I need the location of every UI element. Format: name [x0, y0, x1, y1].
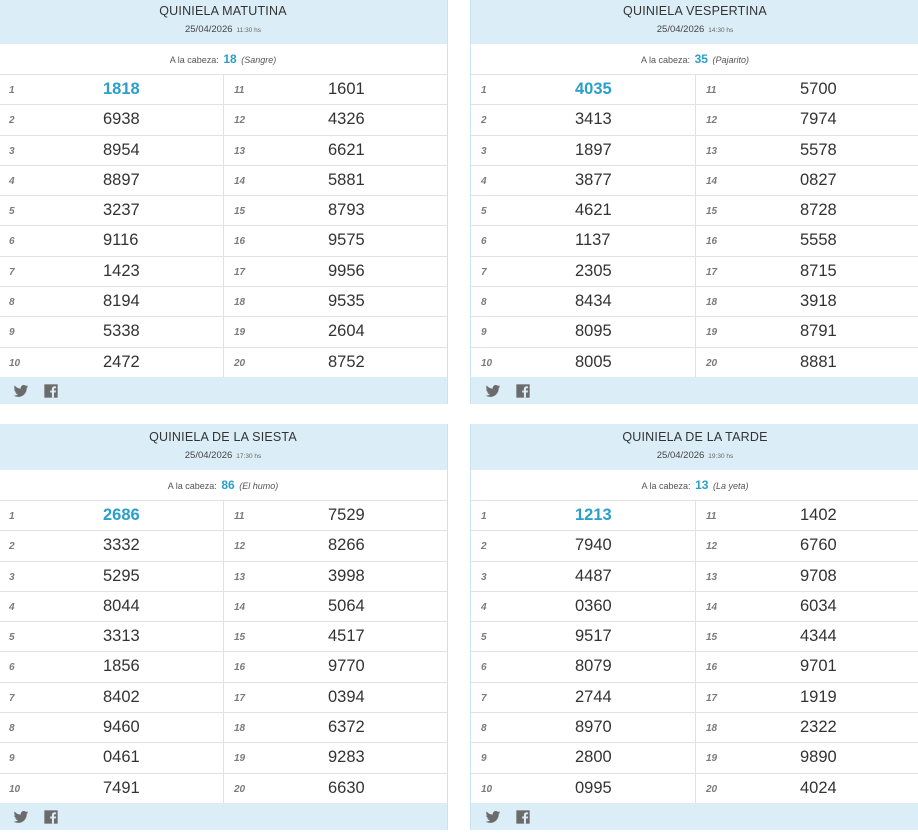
- result-number: 8402: [103, 687, 140, 706]
- result-number: 5064: [328, 596, 365, 615]
- draw-header: [0, 424, 447, 470]
- cabeza-number: 13: [695, 478, 709, 492]
- result-cell: [223, 226, 447, 256]
- result-number: 1402: [800, 506, 837, 524]
- result-position: 9: [481, 753, 487, 765]
- result-position: 20: [234, 357, 246, 369]
- result-cell: [223, 743, 447, 773]
- result-cell: [0, 257, 223, 287]
- result-position: 9: [9, 327, 15, 339]
- result-position: 1: [481, 85, 487, 96]
- result-number: 4024: [800, 778, 837, 797]
- result-number: 2604: [328, 322, 365, 341]
- result-position: 8: [481, 723, 487, 735]
- result-cell: [471, 683, 695, 713]
- result-position: 11: [234, 85, 245, 96]
- result-cell: [223, 287, 447, 317]
- result-position: 7: [481, 266, 487, 278]
- result-number: 3918: [800, 292, 837, 311]
- result-number: 1423: [103, 261, 140, 280]
- result-position: 10: [481, 357, 493, 369]
- cabeza-row: [0, 470, 447, 501]
- result-cell: [0, 592, 223, 622]
- draw-datetime: [471, 450, 918, 461]
- result-number: 9116: [103, 231, 139, 250]
- result-cell: [223, 622, 447, 652]
- result-number: 7940: [575, 536, 612, 555]
- result-cell: [695, 136, 918, 166]
- draw-title: QUINIELA VESPERTINA: [623, 4, 767, 18]
- result-cell: [223, 774, 447, 804]
- cabeza-number: 86: [221, 478, 235, 492]
- result-number: 9460: [103, 718, 140, 737]
- result-position: 12: [234, 115, 246, 127]
- draw-datetime: [0, 450, 447, 461]
- result-position: 15: [234, 206, 246, 218]
- result-position: 13: [234, 145, 246, 157]
- result-number: 4517: [328, 627, 365, 646]
- share-footer: [471, 803, 918, 830]
- result-cell: [0, 136, 223, 166]
- result-position: 16: [706, 662, 718, 674]
- draw-header: [0, 0, 447, 44]
- share-footer: [471, 377, 918, 404]
- result-cell: [0, 622, 223, 652]
- result-number: 7974: [800, 110, 837, 129]
- draw-datetime: [0, 24, 447, 35]
- result-position: 15: [234, 632, 246, 644]
- result-number: 2800: [575, 748, 612, 767]
- result-cell: [223, 652, 447, 682]
- result-position: 3: [481, 145, 487, 157]
- result-number: 9283: [328, 748, 365, 767]
- result-number: 9517: [575, 627, 612, 646]
- result-number: 2744: [575, 687, 612, 706]
- result-cell: [223, 136, 447, 166]
- draw-date: 25/04/2026: [184, 450, 233, 461]
- result-cell: [0, 713, 223, 743]
- result-cell: [223, 196, 447, 226]
- result-cell: [695, 257, 918, 287]
- result-number: 8791: [800, 322, 837, 341]
- facebook-icon[interactable]: [43, 809, 59, 825]
- result-number: 6034: [800, 596, 837, 615]
- result-position: 10: [481, 783, 493, 795]
- result-cell: [471, 774, 695, 804]
- facebook-icon[interactable]: [515, 383, 531, 399]
- result-cell: [471, 226, 695, 256]
- result-cell: [471, 75, 695, 105]
- result-number: 4344: [800, 627, 837, 646]
- result-position: 16: [234, 662, 246, 674]
- result-position: 1: [9, 511, 15, 522]
- result-cell: [0, 196, 223, 226]
- result-number: 5338: [103, 322, 140, 341]
- result-number: 8897: [103, 170, 140, 189]
- twitter-icon[interactable]: [485, 383, 501, 399]
- draw-card: [0, 0, 448, 404]
- result-number: 2322: [800, 718, 837, 737]
- result-position: 2: [481, 115, 487, 127]
- result-cell: [223, 562, 447, 592]
- result-cell: [223, 105, 447, 135]
- draw-time: 11:30 hs: [236, 27, 261, 34]
- result-number: 9701: [800, 657, 837, 676]
- result-cell: [695, 531, 918, 561]
- result-cell: [695, 562, 918, 592]
- result-number: 3877: [575, 170, 612, 189]
- result-cell: [0, 652, 223, 682]
- result-cell: [0, 348, 223, 378]
- result-number: 5881: [328, 170, 365, 189]
- result-position: 12: [706, 541, 718, 553]
- result-number: 2305: [575, 261, 612, 280]
- result-position: 17: [234, 266, 246, 278]
- twitter-icon[interactable]: [13, 809, 29, 825]
- cabeza-name: (Pajarito): [712, 55, 749, 65]
- result-number: 9770: [328, 657, 365, 676]
- result-cell: [695, 743, 918, 773]
- result-position: 11: [234, 511, 245, 522]
- result-number: 8044: [103, 596, 140, 615]
- cabeza-label: A la cabeza:: [167, 481, 217, 491]
- share-footer: [0, 377, 447, 404]
- result-position: 8: [481, 297, 487, 309]
- result-number: 9890: [800, 748, 837, 767]
- share-footer: [0, 803, 447, 830]
- result-cell: [695, 348, 918, 378]
- result-number: 9708: [800, 566, 837, 585]
- result-cell: [695, 592, 918, 622]
- result-position: 6: [9, 236, 15, 248]
- result-position: 4: [9, 175, 15, 187]
- result-number: 6938: [103, 110, 140, 129]
- result-cell: [471, 501, 695, 531]
- result-number: 0461: [103, 748, 140, 767]
- winning-number: 1213: [575, 506, 612, 524]
- result-cell: [223, 75, 447, 105]
- result-cell: [471, 196, 695, 226]
- result-number: 3413: [575, 110, 612, 129]
- result-number: 0394: [328, 687, 365, 706]
- result-cell: [223, 713, 447, 743]
- winning-number: 2686: [103, 506, 140, 524]
- cabeza-row: [0, 44, 447, 75]
- facebook-icon[interactable]: [43, 383, 59, 399]
- result-position: 19: [234, 327, 246, 339]
- result-number: 8266: [328, 536, 365, 555]
- cabeza-label: A la cabeza:: [169, 55, 219, 65]
- draw-card: [470, 0, 918, 404]
- result-cell: [695, 652, 918, 682]
- result-position: 13: [706, 571, 718, 583]
- result-cell: [471, 136, 695, 166]
- result-position: 13: [706, 145, 718, 157]
- result-position: 8: [9, 723, 15, 735]
- result-cell: [695, 166, 918, 196]
- result-number: 8715: [800, 261, 837, 280]
- result-number: 5578: [800, 140, 837, 159]
- result-position: 20: [706, 357, 718, 369]
- result-cell: [0, 562, 223, 592]
- draw-date: 25/04/2026: [656, 24, 705, 35]
- result-cell: [695, 226, 918, 256]
- result-number: 7491: [103, 778, 140, 797]
- result-position: 2: [9, 115, 15, 127]
- result-position: 15: [706, 632, 718, 644]
- result-position: 19: [234, 753, 246, 765]
- result-number: 5558: [800, 231, 837, 250]
- result-number: 6630: [328, 778, 365, 797]
- result-cell: [695, 75, 918, 105]
- result-cell: [471, 652, 695, 682]
- cabeza-name: (La yeta): [712, 481, 749, 491]
- result-cell: [0, 317, 223, 347]
- draw-datetime: [471, 24, 918, 35]
- result-position: 2: [481, 541, 487, 553]
- cabeza-number: 35: [694, 52, 708, 66]
- result-position: 5: [9, 632, 15, 644]
- result-number: 8728: [800, 201, 837, 220]
- result-number: 1919: [800, 687, 837, 706]
- result-cell: [471, 713, 695, 743]
- result-position: 7: [9, 692, 15, 704]
- result-cell: [0, 105, 223, 135]
- cabeza-row: [471, 44, 918, 75]
- result-number: 9956: [328, 261, 365, 280]
- results-grid: [0, 501, 447, 804]
- result-cell: [471, 622, 695, 652]
- result-position: 5: [481, 206, 487, 218]
- result-cell: [471, 166, 695, 196]
- draw-time: 19:30 hs: [708, 453, 734, 460]
- result-position: 10: [9, 783, 21, 795]
- result-cell: [695, 774, 918, 804]
- result-position: 3: [9, 145, 15, 157]
- result-cell: [695, 287, 918, 317]
- result-position: 4: [481, 601, 487, 613]
- draw-header: [471, 424, 918, 470]
- result-position: 10: [9, 357, 21, 369]
- result-number: 1897: [575, 140, 612, 159]
- result-position: 12: [234, 541, 246, 553]
- result-number: 4326: [328, 110, 365, 129]
- result-number: 7529: [328, 506, 365, 524]
- result-position: 7: [481, 692, 487, 704]
- result-cell: [471, 317, 695, 347]
- result-cell: [471, 348, 695, 378]
- result-number: 4621: [575, 201, 612, 220]
- result-number: 3237: [103, 201, 140, 220]
- result-position: 14: [706, 601, 718, 613]
- result-number: 8434: [575, 292, 612, 311]
- result-cell: [0, 531, 223, 561]
- draw-date: 25/04/2026: [184, 24, 233, 35]
- result-number: 0360: [575, 596, 612, 615]
- result-position: 11: [706, 511, 717, 522]
- result-position: 20: [234, 783, 246, 795]
- result-cell: [223, 592, 447, 622]
- result-number: 6621: [328, 140, 365, 159]
- result-position: 6: [481, 662, 487, 674]
- result-cell: [471, 257, 695, 287]
- result-position: 18: [234, 297, 246, 309]
- winning-number: 4035: [575, 80, 612, 98]
- result-number: 6372: [328, 718, 365, 737]
- result-position: 19: [706, 327, 718, 339]
- draw-card: [470, 424, 918, 830]
- twitter-icon[interactable]: [13, 383, 29, 399]
- result-position: 14: [234, 601, 246, 613]
- result-cell: [0, 287, 223, 317]
- result-number: 9575: [328, 231, 365, 250]
- result-position: 20: [706, 783, 718, 795]
- winning-number: 1818: [103, 80, 140, 98]
- result-number: 5700: [800, 80, 837, 98]
- result-number: 1856: [103, 657, 140, 676]
- result-number: 1137: [575, 231, 611, 250]
- result-number: 5295: [103, 566, 140, 585]
- result-number: 8954: [103, 140, 140, 159]
- result-position: 18: [706, 297, 718, 309]
- result-position: 15: [706, 206, 718, 218]
- result-position: 2: [9, 541, 15, 553]
- result-position: 9: [9, 753, 15, 765]
- draw-card: [0, 424, 448, 830]
- draw-time: 17:30 hs: [236, 453, 262, 460]
- result-position: 19: [706, 753, 718, 765]
- result-cell: [223, 317, 447, 347]
- result-cell: [223, 683, 447, 713]
- result-position: 7: [9, 266, 15, 278]
- result-position: 14: [706, 175, 718, 187]
- result-position: 6: [481, 236, 487, 248]
- result-position: 17: [706, 266, 718, 278]
- result-cell: [471, 592, 695, 622]
- result-number: 6760: [800, 536, 837, 555]
- result-number: 8194: [103, 292, 140, 311]
- result-position: 16: [706, 236, 718, 248]
- result-position: 13: [234, 571, 246, 583]
- result-cell: [223, 257, 447, 287]
- result-number: 0995: [575, 778, 612, 797]
- result-number: 4487: [575, 566, 612, 585]
- draw-date: 25/04/2026: [656, 450, 705, 461]
- result-cell: [223, 348, 447, 378]
- result-cell: [695, 622, 918, 652]
- result-cell: [695, 501, 918, 531]
- result-position: 1: [481, 511, 487, 522]
- result-position: 8: [9, 297, 15, 309]
- result-number: 1601: [328, 80, 365, 98]
- result-cell: [695, 713, 918, 743]
- cabeza-row: [471, 470, 918, 501]
- result-position: 11: [706, 85, 717, 96]
- cabeza-name: (El humo): [239, 481, 279, 491]
- cabeza-label: A la cabeza:: [641, 481, 691, 491]
- result-cell: [223, 531, 447, 561]
- result-cell: [0, 683, 223, 713]
- result-number: 8881: [800, 352, 837, 371]
- result-position: 17: [706, 692, 718, 704]
- result-cell: [223, 166, 447, 196]
- results-grid: [0, 75, 447, 378]
- result-number: 8752: [328, 352, 365, 371]
- result-cell: [471, 562, 695, 592]
- result-cell: [471, 105, 695, 135]
- result-number: 0827: [800, 170, 837, 189]
- result-position: 9: [481, 327, 487, 339]
- result-cell: [695, 317, 918, 347]
- result-number: 3998: [328, 566, 365, 585]
- result-number: 9535: [328, 292, 365, 311]
- result-cell: [695, 683, 918, 713]
- result-number: 8079: [575, 657, 612, 676]
- result-cell: [0, 75, 223, 105]
- facebook-icon[interactable]: [515, 809, 531, 825]
- result-position: 3: [481, 571, 487, 583]
- result-number: 8793: [328, 201, 365, 220]
- draw-time: 14:30 hs: [708, 27, 734, 34]
- draw-title: QUINIELA DE LA TARDE: [622, 430, 768, 444]
- result-position: 18: [706, 723, 718, 735]
- result-number: 3313: [103, 627, 140, 646]
- result-position: 4: [481, 175, 487, 187]
- result-position: 5: [481, 632, 487, 644]
- result-position: 12: [706, 115, 718, 127]
- result-cell: [223, 501, 447, 531]
- result-position: 18: [234, 723, 246, 735]
- result-cell: [695, 105, 918, 135]
- draw-header: [471, 0, 918, 44]
- cabeza-name: (Sangre): [241, 55, 277, 65]
- result-number: 8005: [575, 352, 612, 371]
- result-cell: [0, 743, 223, 773]
- draw-title: QUINIELA MATUTINA: [159, 4, 287, 18]
- result-position: 14: [234, 175, 246, 187]
- result-number: 2472: [103, 352, 140, 371]
- result-cell: [695, 196, 918, 226]
- result-cell: [0, 501, 223, 531]
- result-cell: [471, 743, 695, 773]
- result-number: 3332: [103, 536, 140, 555]
- results-grid: [471, 501, 918, 804]
- result-position: 16: [234, 236, 246, 248]
- cabeza-number: 18: [223, 52, 237, 66]
- twitter-icon[interactable]: [485, 809, 501, 825]
- result-cell: [471, 287, 695, 317]
- result-position: 6: [9, 662, 15, 674]
- result-position: 3: [9, 571, 15, 583]
- result-cell: [471, 531, 695, 561]
- result-number: 8970: [575, 718, 612, 737]
- draw-title: QUINIELA DE LA SIESTA: [149, 430, 297, 444]
- result-cell: [0, 226, 223, 256]
- result-position: 4: [9, 601, 15, 613]
- result-position: 17: [234, 692, 246, 704]
- result-number: 8095: [575, 322, 612, 341]
- results-grid: [471, 75, 918, 378]
- cabeza-label: A la cabeza:: [641, 55, 691, 65]
- result-cell: [0, 166, 223, 196]
- result-position: 1: [9, 85, 15, 96]
- result-cell: [0, 774, 223, 804]
- result-position: 5: [9, 206, 15, 218]
